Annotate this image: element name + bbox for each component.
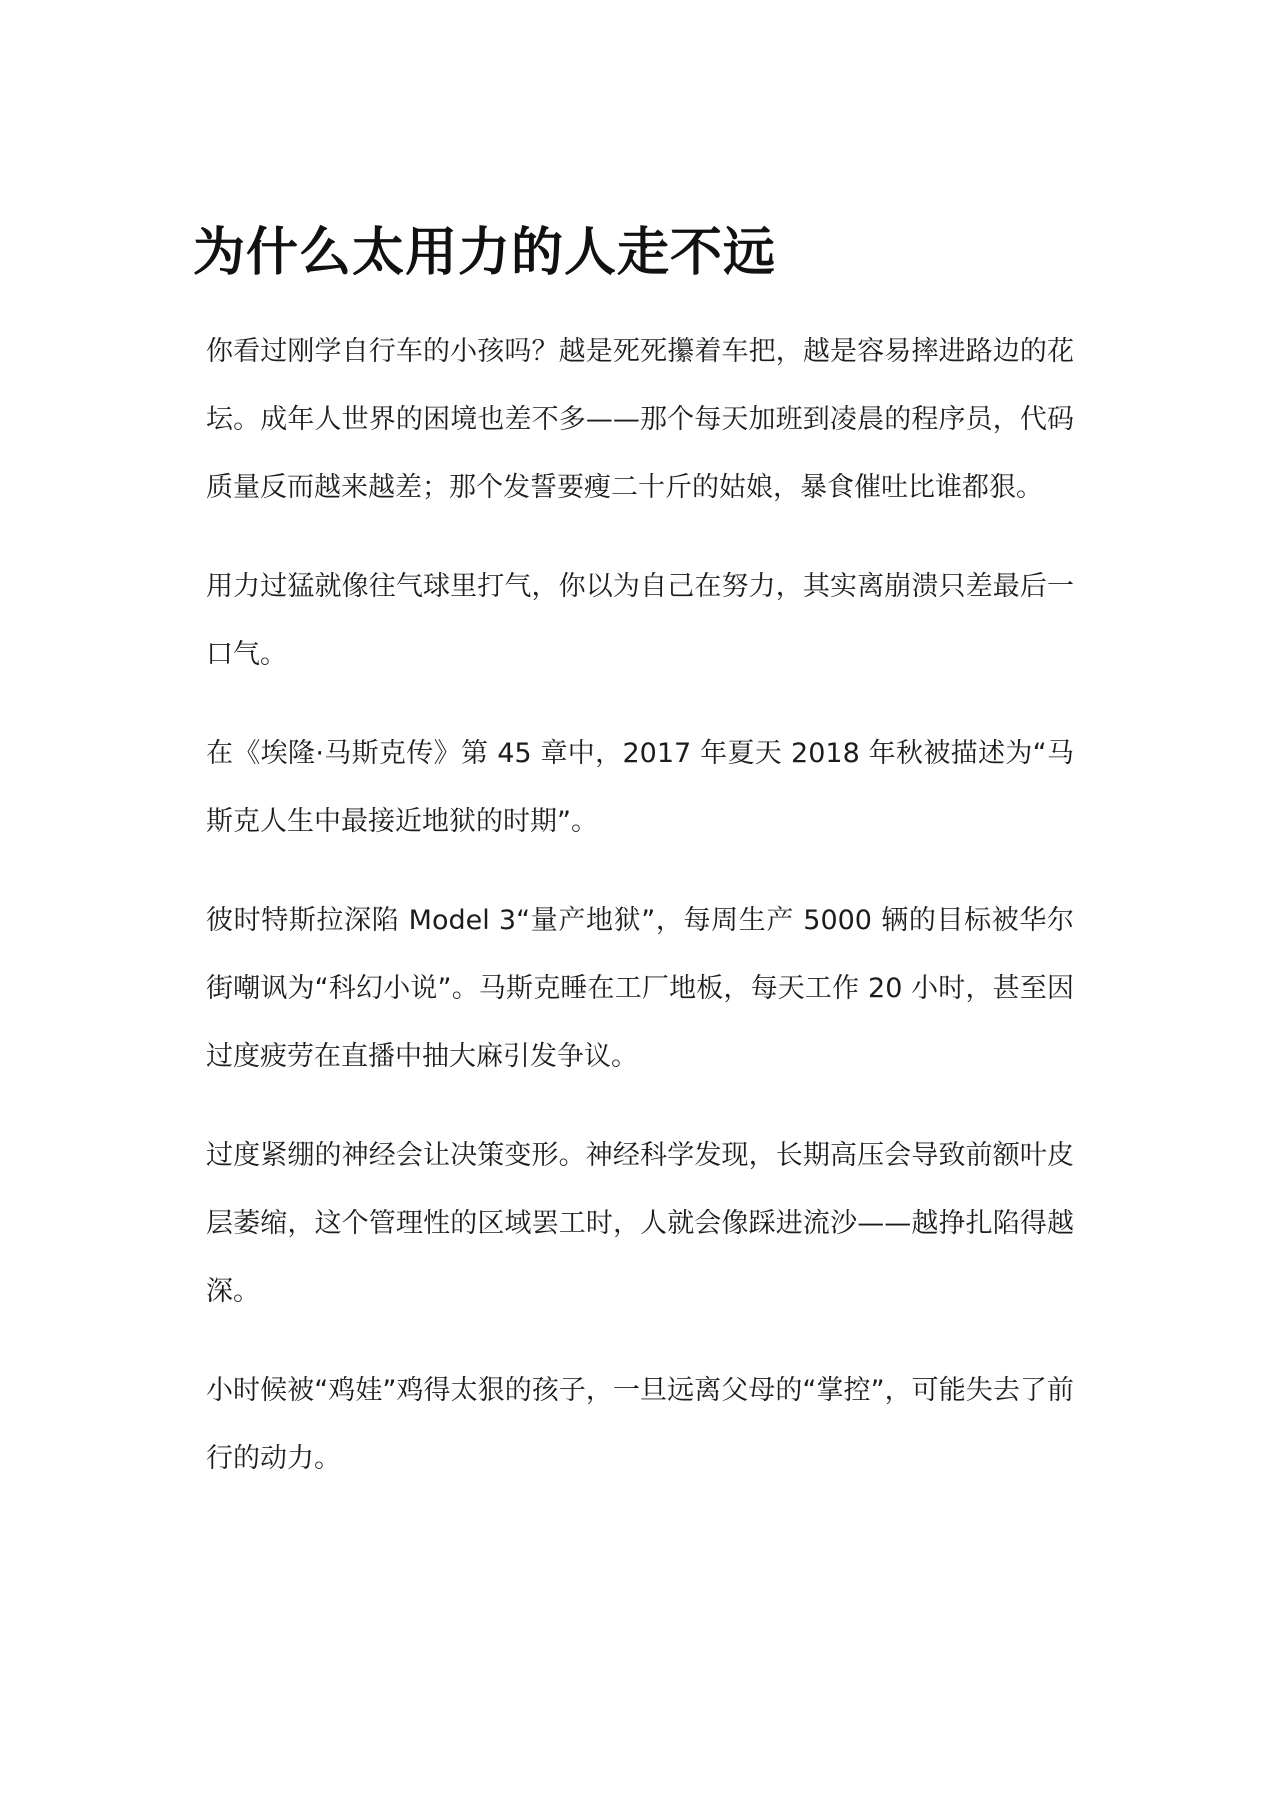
article-title: 为什么太用力的人走不远 [193,223,777,283]
paragraph-4: 彼时特斯拉深陷 Model 3“量产地狱”，每周生产 5000 辆的目标被华尔街嘲讽为“科幻小说”。马斯克睡在工厂地板，每天工作 20 小时，甚至因过度疲劳在直播中抽大麻引发争议。 [206,905,1074,1072]
paragraph-6: 小时候被“鸡娃”鸡得太狠的孩子，一旦远离父母的“掌控”，可能失去了前行的动力。 [206,1375,1074,1474]
article-body [206,318,1074,1524]
paragraph-3: 在《埃隆·马斯克传》第 45 章中，2017 年夏天 2018 年秋被描述为“马斯克人生中最接近地狱的时期”。 [206,738,1074,837]
paragraph-2: 用力过猛就像往气球里打气，你以为自己在努力，其实离崩溃只差最后一口气。 [206,571,1074,670]
paragraph-5: 过度紧绷的神经会让决策变形。神经科学发现，长期高压会导致前额叶皮层萎缩，这个管理性的区域罢工时，人就会像踩进流沙——越挣扎陷得越深。 [206,1140,1074,1307]
paragraph-1: 你看过刚学自行车的小孩吗？越是死死攥着车把，越是容易摔进路边的花坛。成年人世界的困境也差不多——那个每天加班到凌晨的程序员，代码质量反而越来越差；那个发誓要瘦二十斤的姑娘，暴食催吐比谁都狠。 [206,336,1074,503]
